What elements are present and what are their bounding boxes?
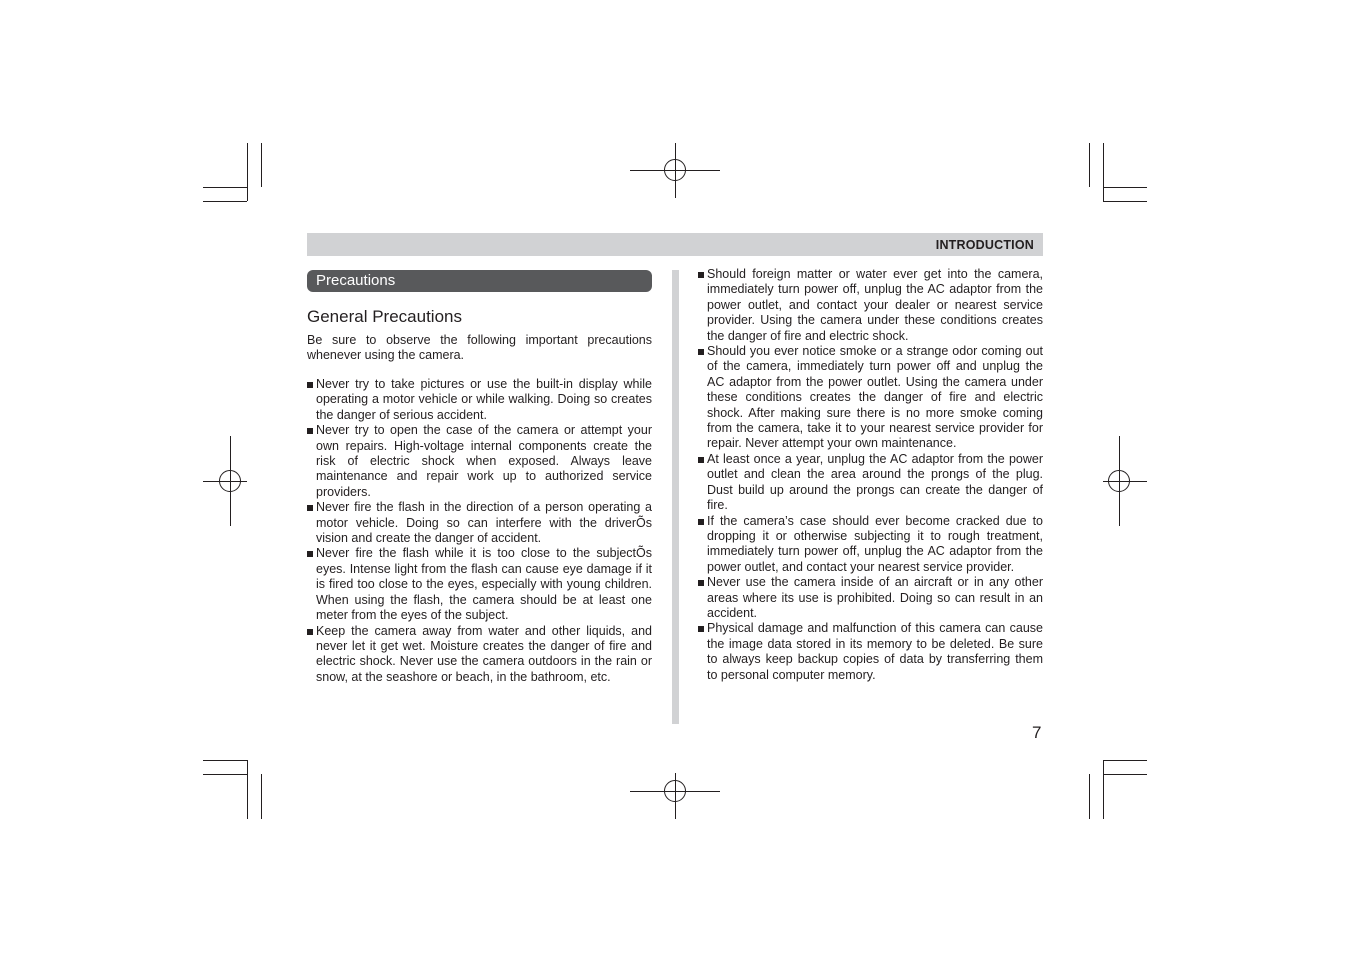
crop-mark (261, 774, 262, 819)
crop-mark (1103, 760, 1104, 819)
column-divider (672, 270, 679, 724)
list-item: Physical damage and malfunction of this camera can cause the image data stored in its memory to be deleted. Be sure to always keep backup copies of data by transferring them to personal computer memory. (698, 621, 1043, 683)
page-heading: General Precautions (307, 307, 462, 326)
crop-mark (203, 201, 247, 202)
crop-mark (203, 760, 247, 761)
list-item: If the camera’s case should ever become cracked due to dropping it or otherwise subjecting it to rough treatment, immediately turn power off, unplug the AC adaptor from the power outlet, and contact your nearest service provider. (698, 514, 1043, 576)
precautions-list-left (307, 377, 652, 685)
bullet-square-icon (307, 505, 313, 511)
list-item: Keep the camera away from water and other liquids, and never let it get wet. Moisture creates the danger of fire and electric shock. Never use the camera outdoors in the rain or snow, at the seashore or beach, in the bathroom, etc. (307, 624, 652, 686)
section-title-pill (307, 270, 652, 292)
intro-paragraph: Be sure to observe the following important precautions whenever using the camera. (307, 333, 652, 363)
list-item: Never fire the flash while it is too close to the subjectÕs eyes. Intense light from the flash can cause eye damage if it is fired too close to the eyes, especially with young children. When using the flash, the camera should be at least one meter from the eyes of the subject. (307, 546, 652, 623)
crop-mark (1103, 143, 1104, 201)
page-number: 7 (1032, 723, 1042, 742)
bullet-square-icon (698, 580, 704, 586)
list-item: Never use the camera inside of an aircraft or in any other areas where its use is prohibited. Doing so can result in an accident. (698, 575, 1043, 621)
list-item: Never try to open the case of the camera or attempt your own repairs. High-voltage internal components create the risk of electric shock when exposed. Always leave maintenance and repair work up to authorized service providers. (307, 423, 652, 500)
crop-mark (1089, 143, 1090, 187)
crop-mark (247, 760, 248, 819)
section-header-bar (307, 233, 1043, 256)
crop-mark (1089, 774, 1090, 819)
section-label: INTRODUCTION (935, 238, 1034, 252)
crop-mark (1103, 187, 1147, 188)
list-item: Never try to take pictures or use the built-in display while operating a motor vehicle or while walking. Doing so creates the danger of serious accident. (307, 377, 652, 423)
crop-mark (1103, 774, 1147, 775)
list-item: Should foreign matter or water ever get into the camera, immediately turn power off, unplug the AC adaptor from the power outlet, and contact your dealer or nearest service provider. Using the camera under these conditions creates the danger of fire and electric shock. (698, 267, 1043, 344)
bullet-square-icon (307, 382, 313, 388)
bullet-square-icon (307, 551, 313, 557)
crop-mark (261, 143, 262, 187)
bullet-square-icon (698, 519, 704, 525)
list-item: Never fire the flash in the direction of a person operating a motor vehicle. Doing so can interfere with the driverÕs vision and create the danger of accident. (307, 500, 652, 546)
bullet-square-icon (698, 626, 704, 632)
crop-mark (1103, 760, 1147, 761)
bullet-square-icon (698, 457, 704, 463)
bullet-square-icon (698, 349, 704, 355)
list-item: At least once a year, unplug the AC adaptor from the power outlet and clean the area around the prongs of the plug. Dust build up around the prongs can create the danger of fire. (698, 452, 1043, 514)
section-title: Precautions (316, 272, 396, 289)
crop-mark (203, 187, 247, 188)
bullet-square-icon (307, 629, 313, 635)
bullet-square-icon (307, 428, 313, 434)
precautions-list-right (698, 267, 1043, 683)
crop-mark (1103, 201, 1147, 202)
crop-mark (247, 143, 248, 201)
list-item: Should you ever notice smoke or a strange odor coming out of the camera, immediately turn power off and unplug the AC adaptor from the power outlet. Using the camera under these conditions creates the danger of fire and electric shock. After making sure there is no more smoke coming from the camera, take it to your nearest service provider for repair. Never attempt your own maintenance. (698, 344, 1043, 452)
bullet-square-icon (698, 272, 704, 278)
crop-mark (203, 774, 247, 775)
